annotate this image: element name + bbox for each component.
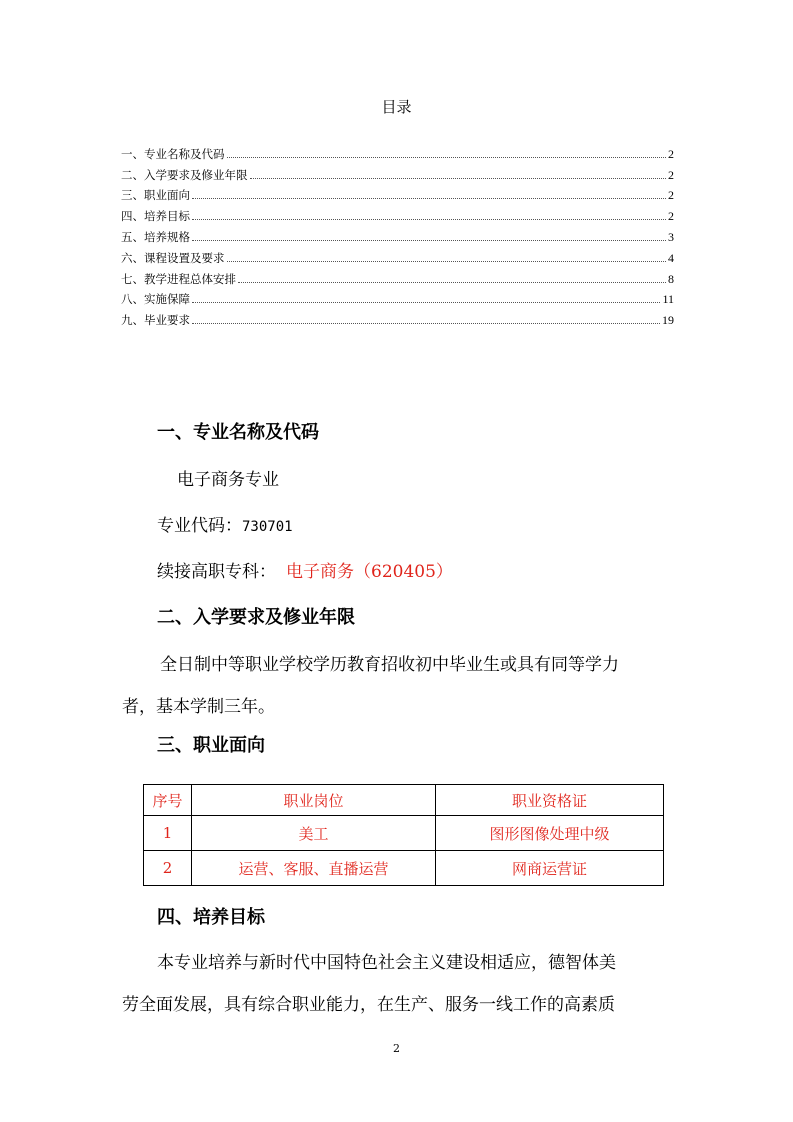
section2-heading: 二、入学要求及修业年限 [157,607,355,628]
major-name: 电子商务专业 [177,470,279,490]
table-row [144,816,664,851]
continuation-line [157,557,453,582]
table-row [144,851,664,886]
toc-entry[interactable] [121,182,674,203]
toc-entry-label: 一、专业名称及代码 [121,146,225,161]
section2-text-line2: 者，基本学制三年。 [122,697,275,717]
toc-entry-label: 二、入学要求及修业年限 [121,167,248,182]
toc-entry-label: 七、教学进程总体安排 [121,271,236,286]
toc-dot-leader [192,323,660,324]
toc-dot-leader [192,198,666,199]
toc-entry-page: 8 [668,271,674,286]
table-header-cell: 职业资格证 [436,785,664,816]
continuation-label: 续接高职专科： [157,562,276,582]
career-table [143,784,664,886]
toc-entry-page: 4 [668,250,674,265]
section3-heading: 三、职业面向 [157,735,265,756]
table-header-cell: 序号 [144,785,192,816]
table-header-cell: 职业岗位 [192,785,436,816]
major-code-line [157,511,293,536]
toc-dot-leader [250,178,667,179]
table-header-row [144,785,664,816]
toc-dot-leader [192,219,666,220]
toc-entry[interactable] [121,161,674,182]
section1-heading: 一、专业名称及代码 [157,422,319,443]
toc-entry-page: 2 [668,167,674,182]
page-number: 2 [393,1042,400,1055]
section2-text-line1: 全日制中等职业学校学历教育招收初中毕业生或具有同等学力 [160,655,619,675]
toc-entry-label: 四、培养目标 [121,209,190,224]
toc-entry-page: 2 [668,209,674,224]
section4-text-line1: 本专业培养与新时代中国特色社会主义建设相适应，德智体美 [157,953,616,973]
toc-entry[interactable] [121,223,674,244]
table-cell: 网商运营证 [436,851,664,886]
toc-entry[interactable] [121,286,674,307]
major-code-label: 专业代码： [157,516,242,536]
toc-entry-label: 九、毕业要求 [121,313,190,328]
toc-title: 目录 [381,98,412,116]
toc-dot-leader [238,282,666,283]
toc-entry-page: 3 [668,229,674,244]
toc-dot-leader [192,302,660,303]
table-cell: 1 [144,816,192,851]
toc-entry[interactable] [121,265,674,286]
toc-entry-label: 六、课程设置及要求 [121,250,225,265]
toc-entry-page: 2 [668,188,674,203]
toc-entry[interactable] [121,244,674,265]
table-cell: 美工 [192,816,436,851]
table-cell: 图形图像处理中级 [436,816,664,851]
toc-entry-label: 五、培养规格 [121,229,190,244]
toc-entry-page: 2 [668,146,674,161]
table-of-contents [121,140,674,327]
toc-entry-label: 三、职业面向 [121,188,190,203]
toc-dot-leader [227,157,667,158]
toc-entry[interactable] [121,140,674,161]
toc-entry[interactable] [121,202,674,223]
toc-entry-page: 11 [662,292,674,307]
continuation-value: 电子商务（620405） [286,562,453,582]
table-cell: 运营、客服、直播运营 [192,851,436,886]
toc-dot-leader [192,240,666,241]
major-code-value: 730701 [242,519,293,535]
toc-entry[interactable] [121,306,674,327]
toc-entry-page: 19 [662,313,674,328]
toc-entry-label: 八、实施保障 [121,292,190,307]
toc-dot-leader [227,261,667,262]
table-cell: 2 [144,851,192,886]
section4-text-line2: 劳全面发展，具有综合职业能力，在生产、服务一线工作的高素质 [122,995,615,1015]
section4-heading: 四、培养目标 [157,907,265,928]
